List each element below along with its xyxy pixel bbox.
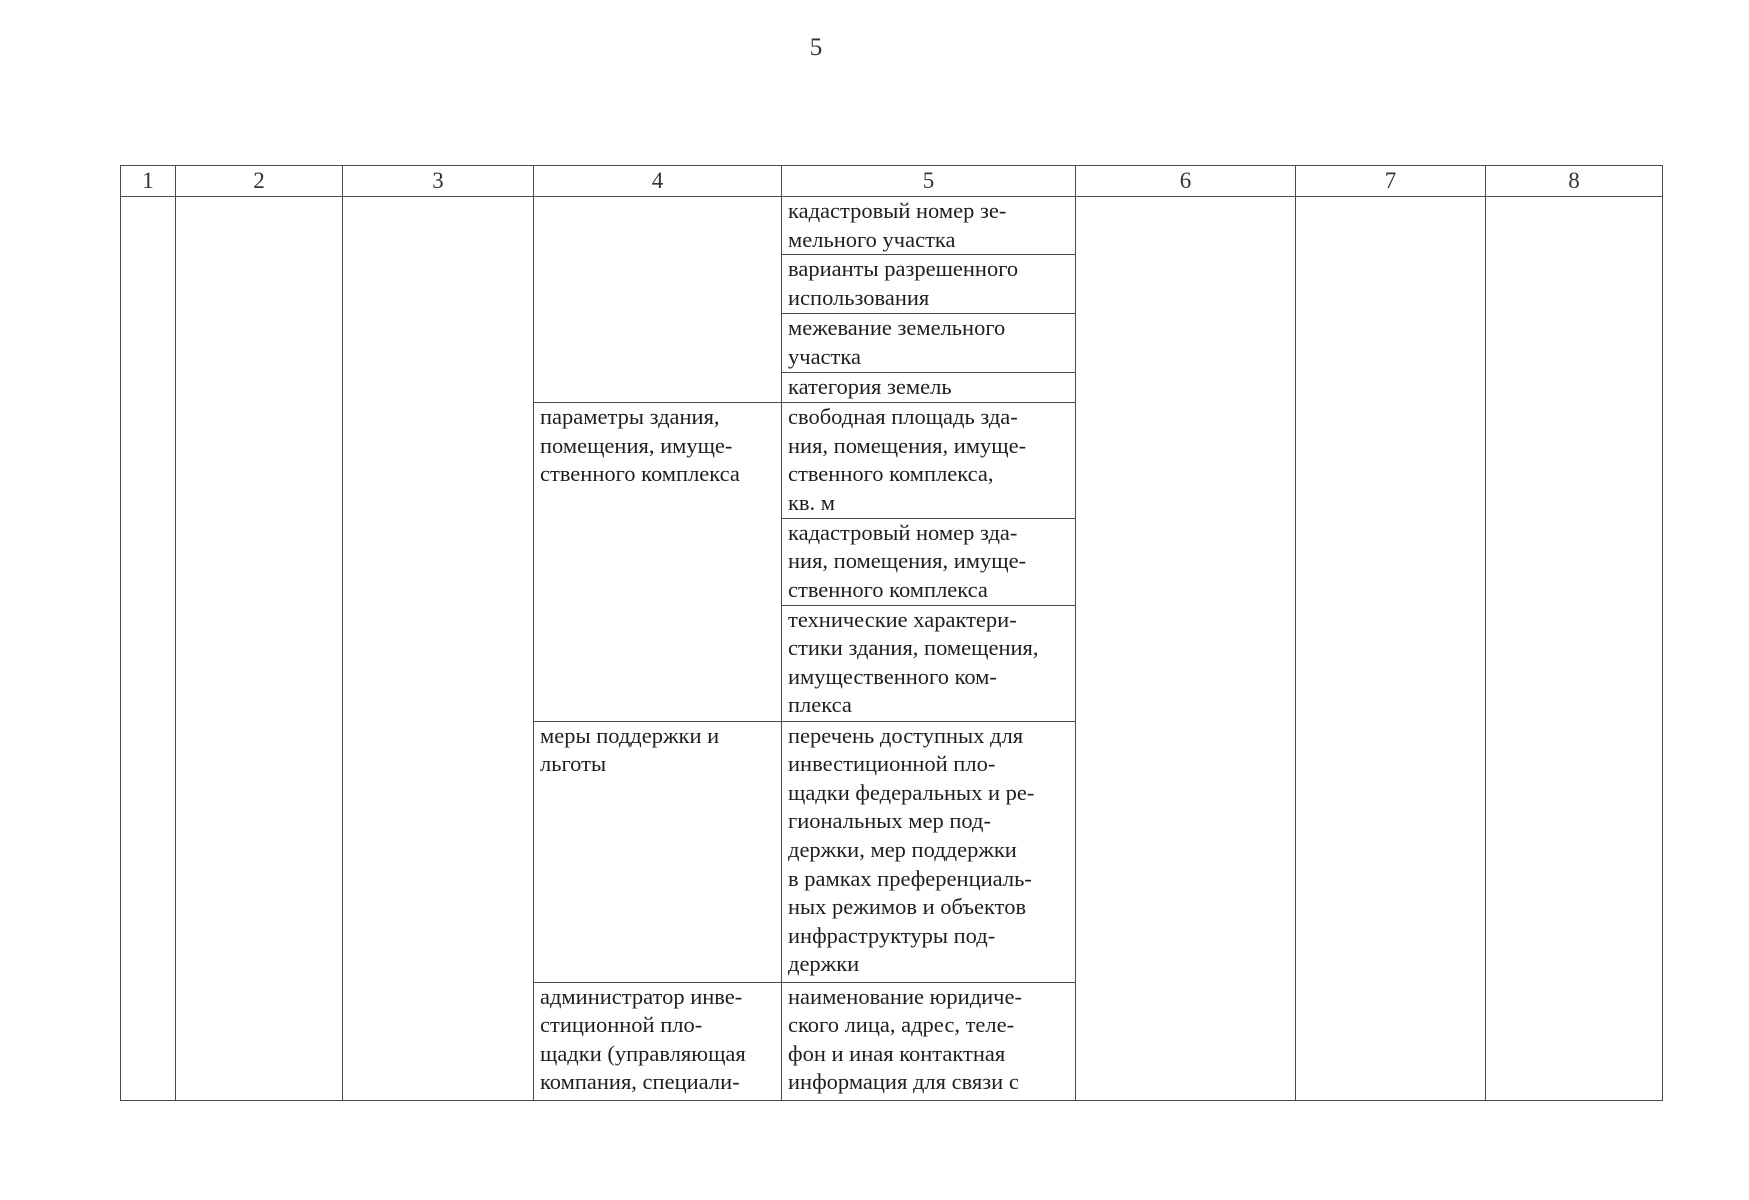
col-5-cell (782, 605, 1076, 721)
col-7-cell (1296, 197, 1486, 1101)
col-5-cell (782, 518, 1076, 605)
col-5-cell (782, 314, 1076, 373)
col-1-cell (121, 197, 176, 1101)
technical-characteristics: технические характери- стики здания, помещения, имущественного ком- плекса (788, 606, 1039, 718)
col-4-cell (534, 403, 782, 721)
column-number-7: 7 (1296, 166, 1486, 197)
land-cadastral-number: кадастровый номер зе- мельного участка (788, 198, 1007, 252)
col-5-cell (782, 197, 1076, 255)
support-measures-list: перечень доступных для инвестиционной пло- щадки федеральных и ре- гиональных мер под- держки, мер поддержки в рамках преференциаль- ных режимов и объектов инфраструктуры под- держки (788, 722, 1035, 977)
column-number-2: 2 (176, 166, 343, 197)
col-5-cell (782, 721, 1076, 982)
column-number-row (121, 166, 1663, 197)
col-8-cell (1486, 197, 1663, 1101)
column-number-3: 3 (343, 166, 534, 197)
col-5-cell (782, 255, 1076, 314)
administrator-contacts: наименование юридиче- ского лица, адрес, теле- фон и иная контактная информация для связи с (788, 983, 1022, 1095)
col-4-cell (534, 197, 782, 403)
column-number-8: 8 (1486, 166, 1663, 197)
column-number-5: 5 (782, 166, 1076, 197)
col-2-cell (176, 197, 343, 1101)
permitted-use-options: варианты разрешенного использования (788, 256, 1019, 310)
site-administrator: администратор инве- стиционной пло- щадки (управляющая компания, специали- (540, 983, 746, 1095)
land-surveying: межевание земельного участка (788, 315, 1006, 369)
building-cadastral-number: кадастровый номер зда- ния, помещения, имуще- ственного комплекса (788, 519, 1027, 602)
data-table (120, 165, 1663, 1101)
col-3-cell (343, 197, 534, 1101)
column-number-6: 6 (1076, 166, 1296, 197)
table-row (121, 197, 1663, 255)
free-area: свободная площадь зда- ния, помещения, имуще- ственного комплекса, кв. м (788, 404, 1027, 515)
col-4-cell (534, 982, 782, 1100)
col-5-cell (782, 373, 1076, 403)
column-number-4: 4 (534, 166, 782, 197)
col-5-cell (782, 403, 1076, 518)
support-measures: меры поддержки и льготы (540, 722, 720, 777)
building-parameters: параметры здания, помещения, имуще- ственного комплекса (540, 404, 740, 487)
column-number-1: 1 (121, 166, 176, 197)
col-5-cell (782, 982, 1076, 1100)
page-number: 5 (809, 34, 823, 61)
col-6-cell (1076, 197, 1296, 1101)
land-category: категория земель (788, 374, 952, 400)
col-4-cell (534, 721, 782, 982)
